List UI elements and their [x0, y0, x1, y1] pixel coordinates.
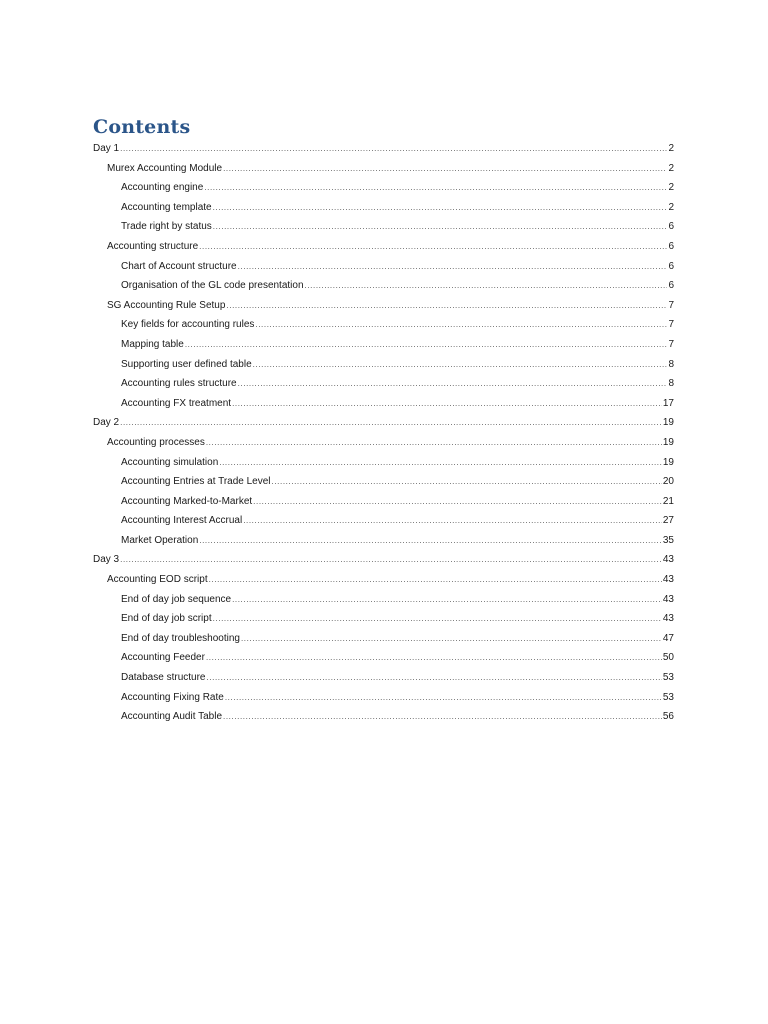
- toc-entry-label: Accounting Fixing Rate: [121, 691, 224, 703]
- toc-entry-page-number: 19: [662, 436, 674, 448]
- toc-entry-label: Accounting FX treatment: [121, 397, 232, 409]
- toc-entry-label: Accounting Audit Table: [121, 711, 223, 723]
- toc-entry-page-number: 2: [668, 143, 674, 154]
- toc-entry[interactable]: [93, 159, 674, 179]
- toc-entry-page-number: 19: [662, 456, 674, 468]
- dot-leader: [243, 511, 662, 531]
- toc-entry[interactable]: [93, 217, 674, 237]
- toc-entry-label: Mapping table: [121, 338, 184, 350]
- toc-entry-label: Organisation of the GL code presentation: [121, 280, 304, 292]
- toc-entry-page-number: 21: [662, 495, 674, 507]
- toc-entry-label: Database structure: [121, 672, 206, 684]
- toc-entry-page-number: 43: [662, 574, 674, 586]
- toc-entry-label: Chart of Account structure: [121, 260, 237, 272]
- toc-entry-page-number: 27: [662, 515, 674, 527]
- toc-entry-label: End of day troubleshooting: [121, 632, 240, 644]
- toc-entry-page-number: 20: [662, 476, 674, 488]
- toc-entry[interactable]: [93, 257, 674, 277]
- toc-entry-label: Supporting user defined table: [121, 358, 252, 370]
- toc-entry-page-number: 6: [668, 280, 674, 292]
- dot-leader: [120, 413, 662, 433]
- toc-entry-page-number: 56: [662, 711, 674, 723]
- toc-entry-page-number: 2: [668, 201, 674, 213]
- toc-entry[interactable]: [93, 296, 674, 316]
- dot-leader: [241, 629, 662, 649]
- toc-entry-label: Day 2: [93, 417, 120, 429]
- toc-entry[interactable]: [93, 472, 674, 492]
- dot-leader: [255, 315, 667, 335]
- toc-entry-page-number: 17: [662, 397, 674, 409]
- dot-leader: [209, 570, 662, 590]
- dot-leader: [226, 296, 667, 316]
- toc-entry-label: Day 3: [93, 554, 120, 566]
- dot-leader: [225, 688, 662, 708]
- toc-entry-label: Accounting Feeder: [121, 652, 205, 664]
- toc-entry-label: End of day job script: [121, 613, 212, 625]
- toc-entry-label: Accounting Entries at Trade Level: [121, 476, 271, 488]
- toc-entry-page-number: 7: [668, 338, 674, 350]
- toc-entry-label: Key fields for accounting rules: [121, 319, 255, 331]
- dot-leader: [199, 531, 662, 551]
- toc-entry-label: Accounting processes: [107, 436, 205, 448]
- toc-entry[interactable]: [93, 374, 674, 394]
- dot-leader: [120, 139, 667, 159]
- toc-entry-label: End of day job sequence: [121, 593, 232, 605]
- toc-entry[interactable]: [93, 492, 674, 512]
- toc-entry-label: Trade right by status: [121, 221, 212, 233]
- toc-entry-label: Accounting structure: [107, 240, 199, 252]
- toc-entry-page-number: 8: [668, 358, 674, 370]
- toc-entry-page-number: 53: [662, 672, 674, 684]
- toc-entry-label: Accounting simulation: [121, 456, 219, 468]
- toc-entry-label: Accounting Interest Accrual: [121, 515, 243, 527]
- dot-leader: [238, 374, 668, 394]
- dot-leader: [213, 217, 668, 237]
- toc-entry-page-number: 47: [662, 632, 674, 644]
- toc-entry[interactable]: [93, 590, 674, 610]
- toc-entry[interactable]: [93, 335, 674, 355]
- toc-entry-label: Accounting engine: [121, 182, 204, 194]
- toc-entry[interactable]: [93, 511, 674, 531]
- toc-entry-label: SG Accounting Rule Setup: [107, 299, 226, 311]
- dot-leader: [253, 355, 668, 375]
- toc-entry[interactable]: [93, 276, 674, 296]
- dot-leader: [232, 394, 662, 414]
- toc-entry-page-number: 6: [668, 221, 674, 233]
- toc-entry[interactable]: [93, 668, 674, 688]
- toc-entry-label: Day 1: [93, 143, 120, 154]
- toc-entry[interactable]: [93, 394, 674, 414]
- toc-entry[interactable]: [93, 433, 674, 453]
- toc-entry-page-number: 43: [662, 554, 674, 566]
- toc-entry-label: Accounting Marked-to-Market: [121, 495, 253, 507]
- dot-leader: [206, 648, 662, 668]
- toc-entry-page-number: 8: [668, 378, 674, 390]
- dot-leader: [185, 335, 668, 355]
- toc-entry-page-number: 6: [668, 260, 674, 272]
- dot-leader: [199, 237, 667, 257]
- dot-leader: [207, 668, 662, 688]
- toc-entry-page-number: 2: [668, 162, 674, 174]
- toc-entry[interactable]: [93, 139, 674, 159]
- dot-leader: [223, 707, 662, 727]
- table-of-contents: [93, 139, 674, 727]
- toc-entry[interactable]: [93, 237, 674, 257]
- dot-leader: [232, 590, 662, 610]
- toc-entry[interactable]: [93, 453, 674, 473]
- toc-entry[interactable]: [93, 707, 674, 727]
- toc-entry[interactable]: [93, 413, 674, 433]
- dot-leader: [213, 198, 668, 218]
- toc-entry[interactable]: [93, 531, 674, 551]
- dot-leader: [223, 159, 667, 179]
- toc-entry-label: Accounting EOD script: [107, 574, 208, 586]
- toc-entry-page-number: 7: [668, 319, 674, 331]
- dot-leader: [206, 433, 662, 453]
- dot-leader: [219, 453, 662, 473]
- toc-entry[interactable]: [93, 355, 674, 375]
- toc-entry-page-number: 7: [668, 299, 674, 311]
- toc-entry[interactable]: [93, 315, 674, 335]
- dot-leader: [238, 257, 668, 277]
- toc-heading: Contents: [93, 116, 191, 138]
- toc-entry-page-number: 50: [662, 652, 674, 664]
- toc-entry-label: Market Operation: [121, 534, 199, 546]
- toc-entry[interactable]: [93, 688, 674, 708]
- dot-leader: [213, 609, 662, 629]
- toc-entry-page-number: 43: [662, 613, 674, 625]
- toc-entry-label: Murex Accounting Module: [107, 162, 223, 174]
- dot-leader: [272, 472, 662, 492]
- toc-entry[interactable]: [93, 609, 674, 629]
- toc-entry-label: Accounting template: [121, 201, 212, 213]
- toc-entry-page-number: 43: [662, 593, 674, 605]
- toc-entry[interactable]: [93, 178, 674, 198]
- toc-entry[interactable]: [93, 550, 674, 570]
- dot-leader: [253, 492, 662, 512]
- toc-entry-page-number: 6: [668, 240, 674, 252]
- toc-entry[interactable]: [93, 198, 674, 218]
- toc-entry[interactable]: [93, 648, 674, 668]
- toc-entry-page-number: 19: [662, 417, 674, 429]
- toc-entry-page-number: 53: [662, 691, 674, 703]
- dot-leader: [120, 550, 662, 570]
- toc-entry-page-number: 35: [662, 534, 674, 546]
- toc-entry[interactable]: [93, 629, 674, 649]
- dot-leader: [305, 276, 668, 296]
- dot-leader: [204, 178, 667, 198]
- toc-entry[interactable]: [93, 570, 674, 590]
- toc-entry-page-number: 2: [668, 182, 674, 194]
- toc-entry-label: Accounting rules structure: [121, 378, 237, 390]
